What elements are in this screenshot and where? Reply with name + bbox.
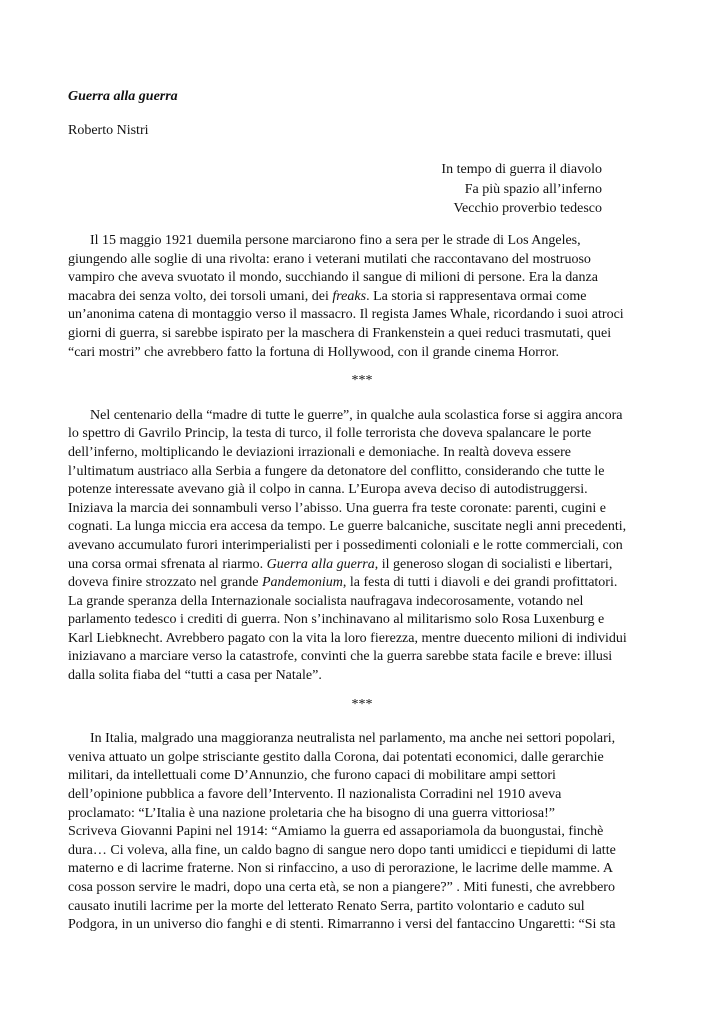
paragraph-2 — [68, 407, 656, 686]
text-run: . La storia si rappresentava ormai come — [366, 288, 587, 304]
text-run: doveva finire strozzato nel grande — [68, 575, 262, 591]
text-run: , la festa di tutti i diavoli e dei grandi profittatori. — [342, 575, 618, 591]
italic-term: Pandemonium — [261, 575, 343, 591]
epigraph — [441, 160, 602, 219]
text-line: dell’opinione pubblica a favore dell’Intervento. Il nazionalista Corradini nel 1910 aveva — [68, 787, 562, 803]
text-line: In Italia, malgrado una maggioranza neutralista nel parlamento, ma anche nei settori popolari, — [90, 731, 616, 747]
epigraph-line: In tempo di guerra il diavolo — [441, 162, 602, 177]
text-line: Nel centenario della “madre di tutte le guerre”, in qualche aula scolastica forse si aggira ancora — [90, 407, 623, 423]
text-line: proclamato: “L’Italia è una nazione proletaria che ha bisogno di una guerra vittoriosa!” — [68, 805, 555, 821]
text-line — [68, 574, 656, 593]
text-line: lo spettro di Gavrilo Princip, la testa di turco, il folle terrorista che doveva spalancare le porte — [68, 426, 592, 442]
text-line: giungendo alle soglie di una rivolta: erano i veterani mutilati che raccontavano del mostruoso — [68, 251, 591, 267]
epigraph-line: Fa più spazio all’inferno — [464, 181, 602, 197]
text-line: dalla solita fiaba del “tutti a casa per Natale”. — [68, 668, 322, 684]
text-line: militari, da intellettuali come D’Annunzio, che furono capaci di mobilitare ampi settori — [68, 768, 556, 784]
text-line: parlamento tedesco i crediti di guerra. Non s’inchinavano al militarismo solo Rosa Luxenburg e — [68, 612, 605, 628]
text-line: veniva attuato un golpe strisciante gestito dalla Corona, dai potentati economici, dalle gerarchie — [68, 749, 604, 765]
text-line: iniziavano a marciare verso la catastrofe, convinti che la guerra sarebbe stata facile e breve: illusi — [68, 649, 613, 665]
paragraph-1 — [68, 232, 656, 362]
text-line: vampiro che aveva svuotato il mondo, succhiando il sangue di milioni di persone. Era la danza — [68, 270, 598, 286]
text-run: una corsa ormai sfrenata al riarmo. — [68, 556, 267, 572]
text-line: Iniziava la marcia dei sonnambuli verso l’abisso. Una guerra fra teste coronate: parenti, cugini e — [68, 500, 607, 516]
text-line: Scriveva Giovanni Papini nel 1914: “Amiamo la guerra ed assaporiamola da buongustai, finchè — [68, 824, 604, 840]
text-line: La grande speranza della Internazionale socialista naufragava indecorosamente, votando nel — [68, 593, 584, 609]
text-line: dell’inferno, moltiplicando le deviazioni irrazionali e demoniache. In realtà doveva essere — [68, 444, 572, 460]
text-line: potenze interessate avevano già il colpo in canna. L’Europa aveva deciso di autodistruggersi. — [68, 482, 588, 498]
text-line: Podgora, in un universo dio fanghi e di stenti. Rimarranno i versi del fantaccino Ungaretti: “Si sta — [68, 917, 616, 933]
text-line: un’anonima catena di montaggio verso il massacro. Il regista James Whale, ricordando i suoi atroci — [68, 307, 624, 323]
paragraph-3 — [68, 730, 656, 935]
text-line: causato inutili lacrime per la morte del letterato Renato Serra, partito volontario e caduto sul — [68, 898, 585, 914]
italic-term: freaks — [332, 288, 367, 304]
text-run: macabra dei senza volto, dei torsoli umani, dei — [68, 288, 333, 304]
document-author: Roberto Nistri — [68, 123, 149, 138]
section-separator: *** — [351, 373, 373, 389]
text-line: “cari mostri” che avrebbero fatto la fortuna di Hollywood, con il grande cinema Horror. — [68, 344, 559, 360]
text-line — [68, 556, 656, 575]
text-line: cognati. La lunga miccia era accesa da tempo. Le guerre balcaniche, suscitate negli anni precedenti, — [68, 519, 627, 535]
text-line: Karl Liebknecht. Avrebbero pagato con la vita la loro fierezza, mentre duecento milioni di individui — [68, 630, 627, 646]
text-line: dura… Ci voleva, alla fine, un caldo bagno di sangue nero dopo tanti umidicci e tiepidumi di latte — [68, 842, 616, 858]
text-line: l’ultimatum austriaco alla Serbia a fungere da detonatore del conflitto, considerando che tutte le — [68, 463, 605, 479]
text-line: giorni di guerra, si sarebbe ispirato per la maschera di Frankenstein a quei reduci trasmutati, quei — [68, 325, 612, 341]
italic-term: Guerra alla guerra — [266, 556, 375, 572]
document-body — [68, 232, 656, 935]
text-line: materno e di lacrime fraterne. Non si rinfaccino, a uso di perorazione, le lacrime delle mamme. A — [68, 861, 613, 877]
text-line: Il 15 maggio 1921 duemila persone marciarono fino a sera per le strade di Los Angeles, — [90, 233, 581, 248]
section-separator: *** — [351, 696, 373, 712]
text-line: cosa posson servire le madri, dopo una certa età, se non a piangere?” . Miti funesti, che avrebbero — [68, 880, 615, 895]
text-run: , il generoso slogan di socialisti e libertari, — [374, 556, 613, 572]
text-line: avevano accumulato furori interimperialisti per i possedimenti coloniali e le rotte commerciali, con — [68, 537, 623, 553]
text-line — [68, 288, 656, 307]
document-title: Guerra alla guerra — [68, 89, 178, 104]
epigraph-line: Vecchio proverbio tedesco — [453, 201, 602, 216]
